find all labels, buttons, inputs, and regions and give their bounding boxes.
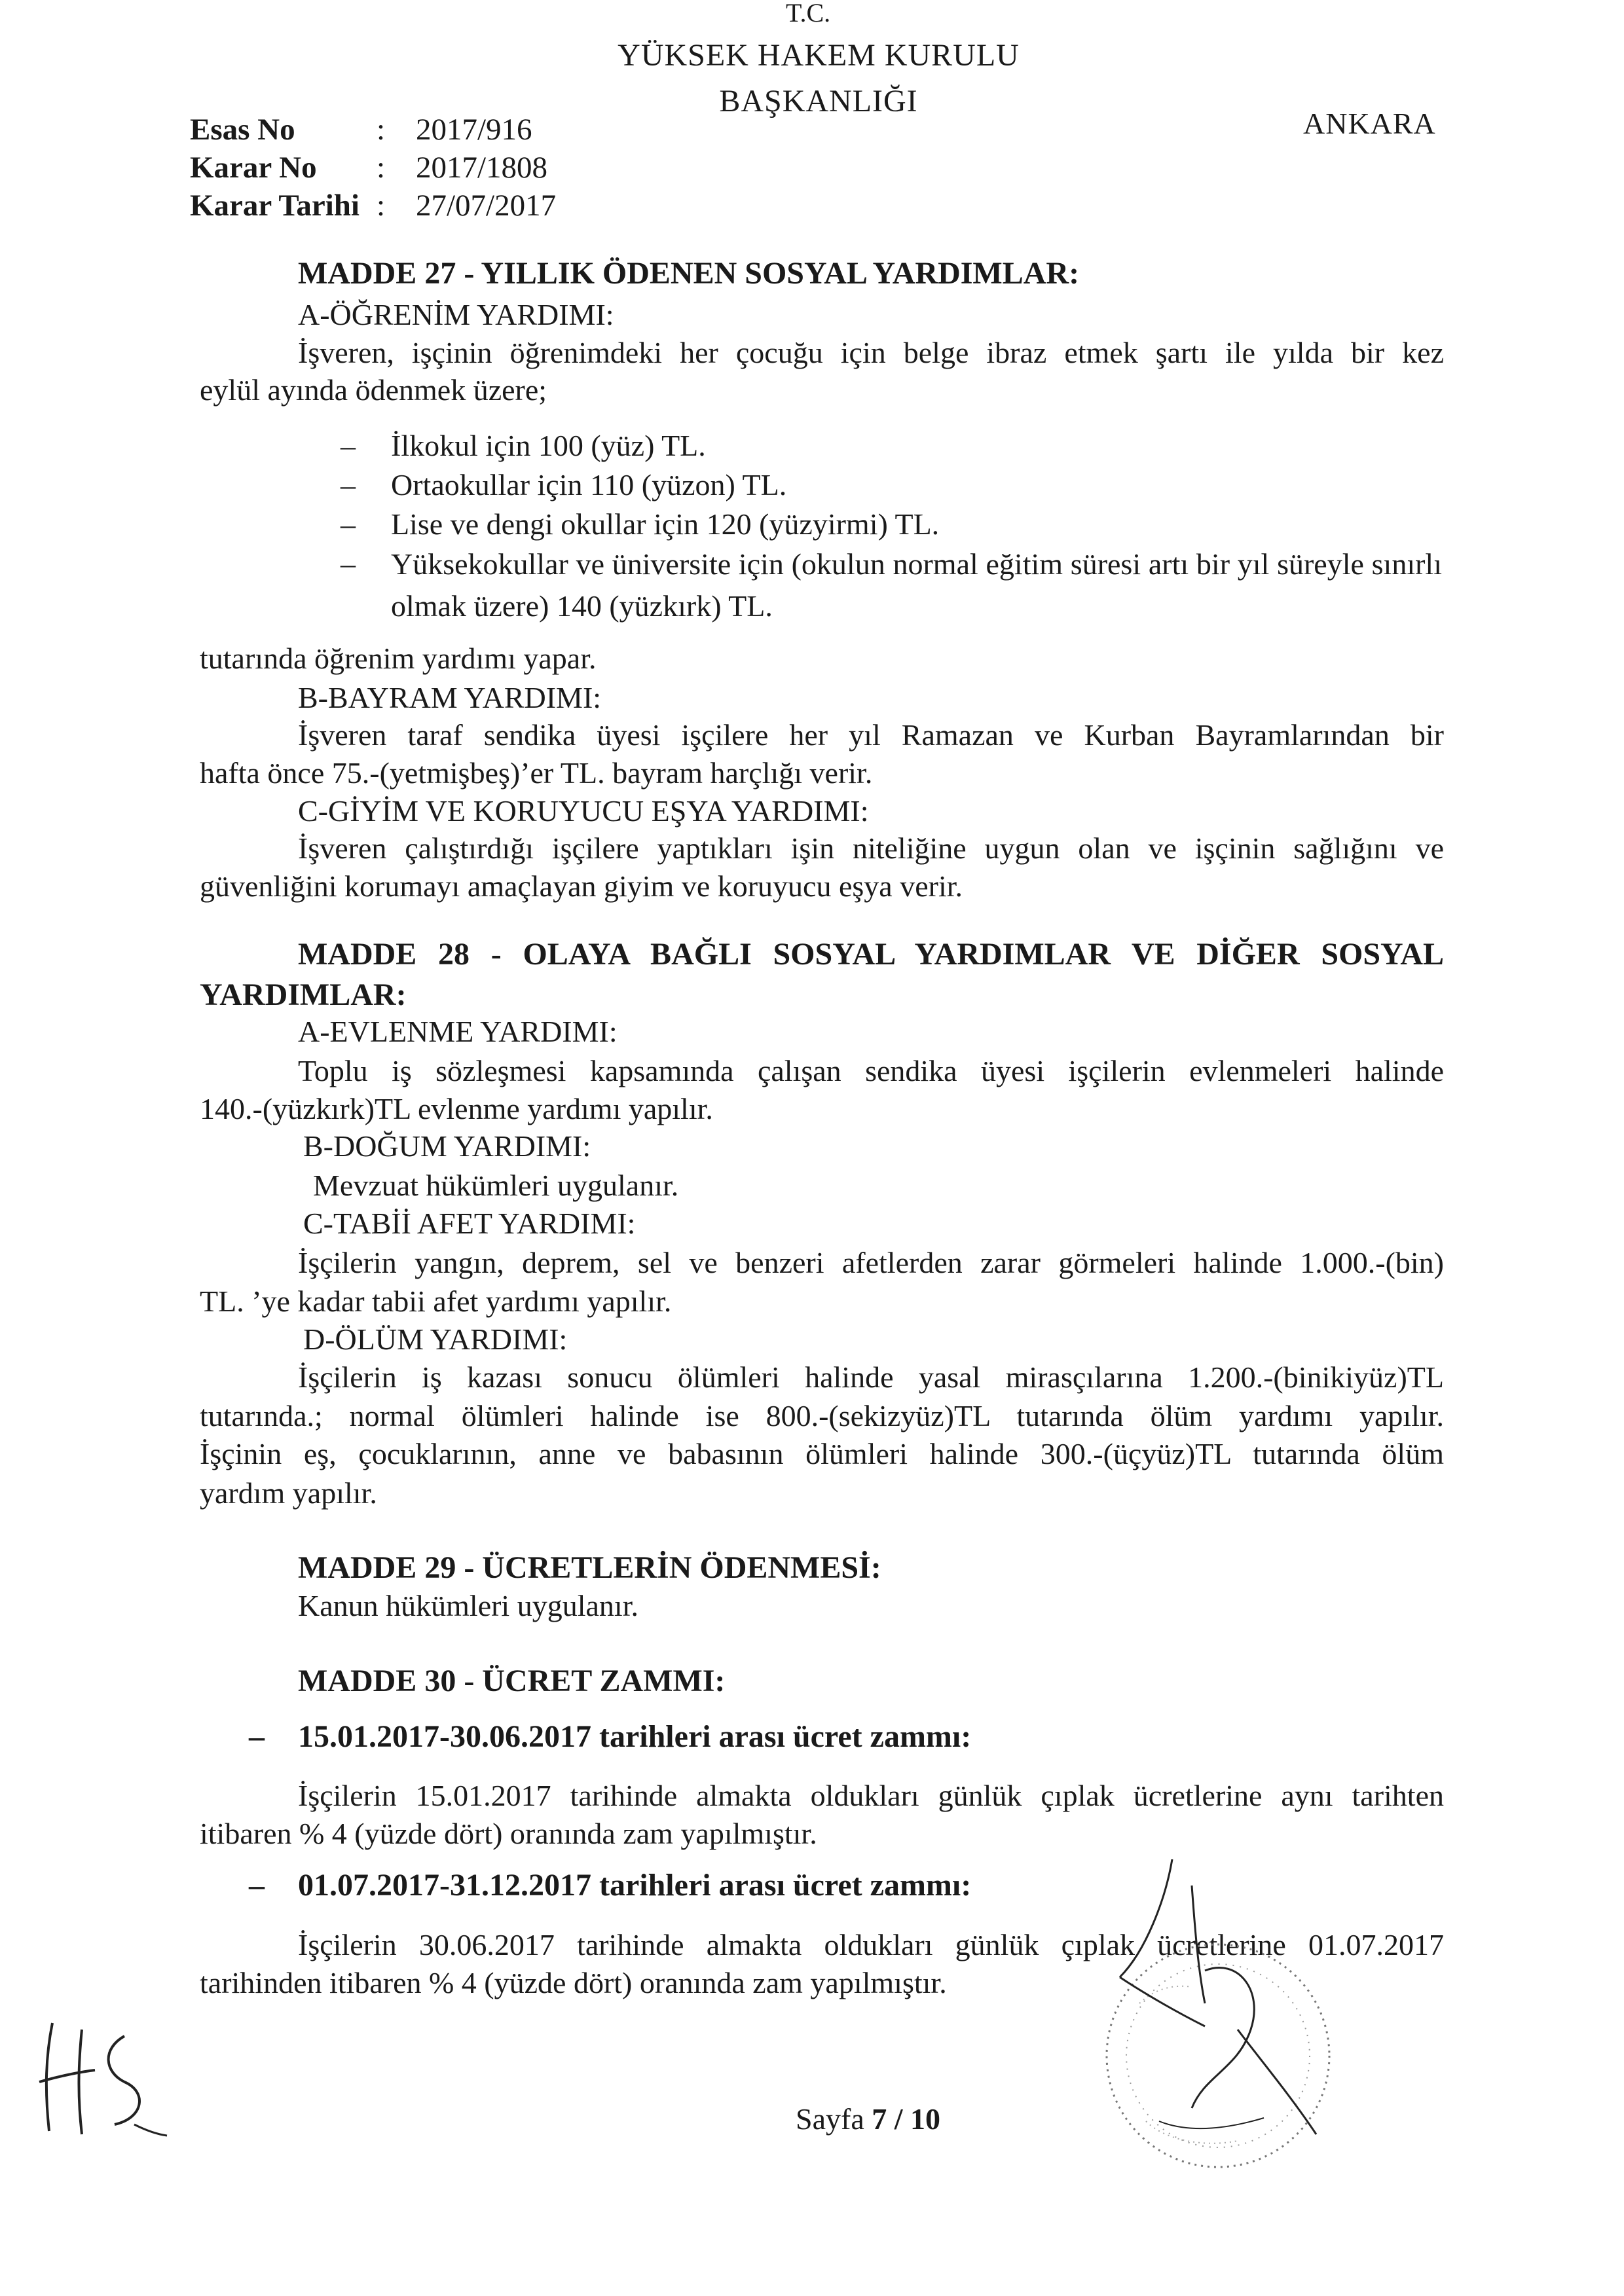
madde27-b-text-1: İşveren taraf sendika üyesi işçilere her yıl Ramazan ve Kurban Bayramlarından bir <box>298 718 1444 752</box>
dash-marker: – <box>249 1719 265 1754</box>
madde28-c-text-2: TL. ’ye kadar tabii afet yardımı yapılır. <box>200 1285 672 1318</box>
page-total: 10 <box>910 2102 941 2136</box>
madde29-text: Kanun hükümleri uygulanır. <box>298 1589 638 1622</box>
meta-esas-no: Esas No : 2017/916 <box>190 110 532 149</box>
madde28-d-text-1: İşçilerin iş kazası sonucu ölümleri halinde yasal mirasçılarına 1.200.-(binikiyüz)TL <box>298 1360 1444 1394</box>
handwritten-initials-icon <box>26 2010 183 2147</box>
madde30-p2-text-2: tarihinden itibaren % 4 (yüzde dört) oranında zam yapılmıştır. <box>200 1966 947 1999</box>
meta-value: 2017/916 <box>416 113 532 147</box>
madde28-d-title: D-ÖLÜM YARDIMI: <box>303 1322 568 1356</box>
madde30-heading: MADDE 30 - ÜCRET ZAMMI: <box>298 1664 726 1698</box>
page-prefix: Sayfa <box>796 2102 864 2136</box>
list-item: – Lise ve dengi okullar için 120 (yüzyirmi) TL. <box>341 507 940 541</box>
header-tc: T.C. <box>786 0 831 27</box>
madde28-a-text-2: 140.-(yüzkırk)TL evlenme yardımı yapılır. <box>200 1092 713 1125</box>
madde28-a-title: A-EVLENME YARDIMI: <box>298 1015 618 1048</box>
madde30-p1-text-2: itibaren % 4 (yüzde dört) oranında zam yapılmıştır. <box>200 1817 817 1850</box>
madde30-p1-title: 15.01.2017-30.06.2017 tarihleri arası ücret zammı: <box>298 1719 972 1754</box>
madde30-p2-text-1: İşçilerin 30.06.2017 tarihinde almakta oldukları günlük çıplak ücretlerine 01.07.2017 <box>298 1928 1444 1961</box>
madde28-b-title: B-DOĞUM YARDIMI: <box>303 1129 591 1163</box>
header-title-line2: BAŞKANLIĞI <box>719 84 918 118</box>
madde27-a-title: A-ÖĞRENİM YARDIMI: <box>298 298 614 331</box>
header-title-line1: YÜKSEK HAKEM KURULU <box>618 38 1020 73</box>
city-label: ANKARA <box>1303 107 1436 140</box>
madde27-b-title: B-BAYRAM YARDIMI: <box>298 681 602 714</box>
madde28-c-title: C-TABİİ AFET YARDIMI: <box>303 1207 636 1240</box>
meta-value: 2017/1808 <box>416 151 548 185</box>
madde27-a-closing: tutarında öğrenim yardımı yapar. <box>200 642 597 675</box>
madde28-c-text-1: İşçilerin yangın, deprem, sel ve benzeri afetlerden zarar görmeleri halinde 1.000.-(bin) <box>298 1246 1444 1279</box>
madde27-c-text-2: güvenliğini korumayı amaçlayan giyim ve koruyucu eşya verir. <box>200 869 963 903</box>
madde28-b-text: Mevzuat hükümleri uygulanır. <box>313 1169 679 1202</box>
madde28-d-text-4: yardım yapılır. <box>200 1476 377 1510</box>
official-stamp-signature-icon <box>1041 1859 1408 2200</box>
dash-marker: – <box>249 1868 265 1903</box>
madde28-d-text-2: tutarında.; normal ölümleri halinde ise 800.-(sekizyüz)TL tutarında ölüm yardımı yapılır. <box>200 1399 1444 1432</box>
page-current: 7 <box>872 2102 887 2136</box>
meta-value: 27/07/2017 <box>416 189 557 223</box>
madde28-d-text-3: İşçinin eş, çocuklarının, anne ve babasının ölümleri halinde 300.-(üçyüz)TL tutarında ölüm <box>200 1437 1444 1470</box>
madde28-a-text-1: Toplu iş sözleşmesi kapsamında çalışan sendika üyesi işçilerin evlenmeleri halinde <box>298 1054 1444 1087</box>
madde27-heading: MADDE 27 - YILLIK ÖDENEN SOSYAL YARDIMLAR: <box>298 256 1080 291</box>
page-number <box>796 2102 940 2136</box>
madde27-a-text-1: İşveren, işçinin öğrenimdeki her çocuğu için belge ibraz etmek şartı ile yılda bir kez <box>298 336 1444 369</box>
meta-karar-no: Karar No : 2017/1808 <box>190 148 547 187</box>
madde30-p2-title: 01.07.2017-31.12.2017 tarihleri arası ücret zammı: <box>298 1868 972 1903</box>
header-title <box>589 33 1048 124</box>
page-separator: / <box>887 2102 911 2136</box>
list-item: – Ortaokullar için 110 (yüzon) TL. <box>341 468 787 501</box>
list-item: – İlkokul için 100 (yüz) TL. <box>341 429 706 462</box>
meta-karar-tarihi: Karar Tarihi : 27/07/2017 <box>190 186 556 225</box>
list-item: – Yüksekokullar ve üniversite için (okulun normal eğitim süresi artı bir yıl süreyle sınırlı olmak üzere) 140 (yüzkırk) TL. <box>341 547 1442 623</box>
meta-key: Esas No <box>190 113 295 147</box>
madde27-b-text-2: hafta önce 75.-(yetmişbeş)’er TL. bayram harçlığı verir. <box>200 756 873 790</box>
meta-key: Karar No <box>190 151 317 185</box>
madde28-heading-1: MADDE 28 - OLAYA BAĞLI SOSYAL YARDIMLAR VE DİĞER SOSYAL <box>298 937 1444 972</box>
madde29-heading: MADDE 29 - ÜCRETLERİN ÖDENMESİ: <box>298 1550 881 1585</box>
meta-key: Karar Tarihi <box>190 189 360 223</box>
madde28-heading-2: YARDIMLAR: <box>200 977 407 1012</box>
madde27-a-text-2: eylül ayında ödenmek üzere; <box>200 373 547 407</box>
madde30-p1-text-1: İşçilerin 15.01.2017 tarihinde almakta oldukları günlük çıplak ücretlerine aynı tarihten <box>298 1779 1444 1812</box>
madde27-c-title: C-GİYİM VE KORUYUCU EŞYA YARDIMI: <box>298 794 869 828</box>
madde27-c-text-1: İşveren çalıştırdığı işçilere yaptıkları işin niteliğine uygun olan ve işçinin sağlığını ve <box>298 831 1444 865</box>
